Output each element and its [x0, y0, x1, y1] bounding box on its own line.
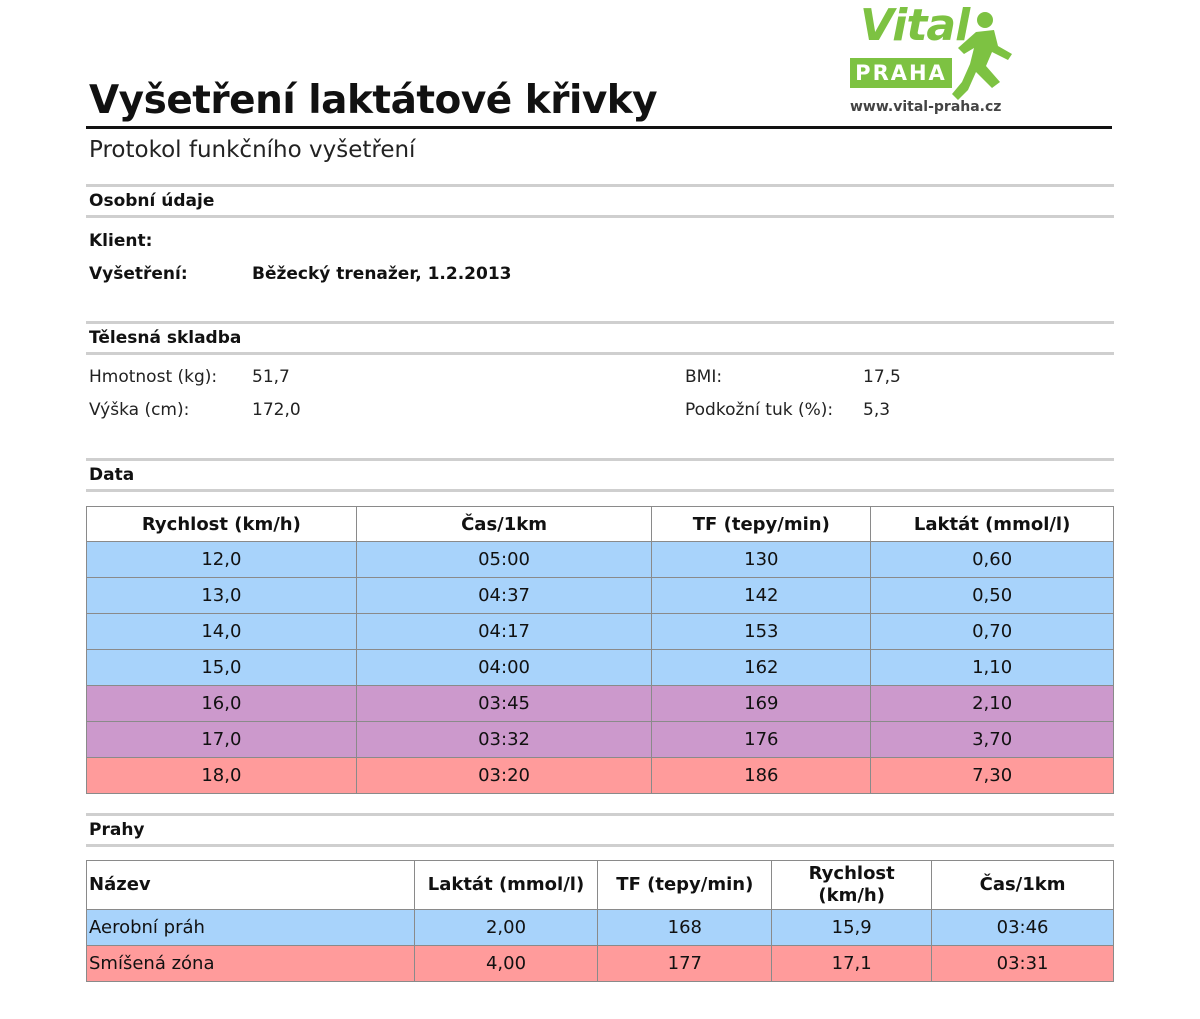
- heart-rate-cell: 142: [652, 578, 871, 614]
- speed-cell: 14,0: [87, 614, 357, 650]
- time-cell: 03:31: [932, 946, 1114, 982]
- lactate-cell: 3,70: [871, 722, 1114, 758]
- table-row: [87, 758, 1114, 794]
- section-thresholds-heading: Prahy: [89, 820, 145, 840]
- table-row: [87, 946, 1114, 982]
- data-header-row: [87, 507, 1114, 542]
- heart-rate-cell: 177: [598, 946, 772, 982]
- heart-rate-cell: 168: [598, 910, 772, 946]
- speed-cell: 13,0: [87, 578, 357, 614]
- thresholds-table: [86, 860, 1114, 982]
- speed-cell: 17,0: [87, 722, 357, 758]
- logo-url: www.vital-praha.cz: [850, 99, 1002, 115]
- threshold-name-cell: Aerobní práh: [87, 910, 415, 946]
- speed-cell: 15,0: [87, 650, 357, 686]
- client-label: Klient:: [89, 231, 153, 251]
- col-lactate: Laktát (mmol/l): [871, 507, 1114, 542]
- heart-rate-cell: 162: [652, 650, 871, 686]
- time-cell: 03:46: [932, 910, 1114, 946]
- speed-cell: 15,9: [772, 910, 932, 946]
- time-cell: 04:00: [356, 650, 652, 686]
- bmi-label: BMI:: [685, 367, 723, 387]
- speed-cell: 18,0: [87, 758, 357, 794]
- heart-rate-cell: 130: [652, 542, 871, 578]
- threshold-name-cell: Smíšená zóna: [87, 946, 415, 982]
- time-cell: 04:17: [356, 614, 652, 650]
- exam-value: Běžecký trenažer, 1.2.2013: [252, 264, 512, 284]
- page-subtitle: Protokol funkčního vyšetření: [89, 137, 416, 163]
- section-personal: [86, 184, 1114, 218]
- table-row: [87, 614, 1114, 650]
- height-label: Výška (cm):: [89, 400, 190, 420]
- section-body-composition: [86, 321, 1114, 355]
- col-speed: Rychlost (km/h): [87, 507, 357, 542]
- section-data-heading: Data: [89, 465, 135, 485]
- time-cell: 03:32: [356, 722, 652, 758]
- col-time: Čas/1km: [356, 507, 652, 542]
- table-row: [87, 686, 1114, 722]
- lactate-data-table: [86, 506, 1114, 794]
- bmi-value: 17,5: [863, 367, 901, 387]
- heart-rate-cell: 186: [652, 758, 871, 794]
- fat-value: 5,3: [863, 400, 891, 420]
- table-row: [87, 542, 1114, 578]
- page-title: Vyšetření laktátové křivky: [89, 78, 658, 123]
- logo-brand: Vital: [860, 0, 970, 51]
- height-value: 172,0: [252, 400, 301, 420]
- lactate-cell: 0,50: [871, 578, 1114, 614]
- heart-rate-cell: 176: [652, 722, 871, 758]
- fat-label: Podkožní tuk (%):: [685, 400, 834, 420]
- col-speed: Rychlost (km/h): [772, 861, 932, 910]
- speed-cell: 16,0: [87, 686, 357, 722]
- table-row: [87, 722, 1114, 758]
- time-cell: 05:00: [356, 542, 652, 578]
- section-personal-heading: Osobní údaje: [89, 191, 215, 211]
- section-thresholds: [86, 813, 1114, 847]
- speed-cell: 17,1: [772, 946, 932, 982]
- table-row: [87, 910, 1114, 946]
- logo-city: PRAHA: [850, 58, 952, 88]
- lactate-cell: 2,10: [871, 686, 1114, 722]
- col-time: Čas/1km: [932, 861, 1114, 910]
- lactate-cell: 7,30: [871, 758, 1114, 794]
- time-cell: 04:37: [356, 578, 652, 614]
- lactate-cell: 0,60: [871, 542, 1114, 578]
- table-row: [87, 650, 1114, 686]
- table-row: [87, 578, 1114, 614]
- speed-cell: 12,0: [87, 542, 357, 578]
- col-heart-rate: TF (tepy/min): [598, 861, 772, 910]
- col-name: Název: [87, 861, 415, 910]
- heart-rate-cell: 153: [652, 614, 871, 650]
- lactate-cell: 0,70: [871, 614, 1114, 650]
- thresholds-header-row: [87, 861, 1114, 910]
- title-divider: [86, 126, 1112, 129]
- exam-label: Vyšetření:: [89, 264, 188, 284]
- weight-label: Hmotnost (kg):: [89, 367, 218, 387]
- heart-rate-cell: 169: [652, 686, 871, 722]
- lactate-cell: 2,00: [414, 910, 598, 946]
- lactate-cell: 4,00: [414, 946, 598, 982]
- vital-praha-logo: [846, 0, 1016, 122]
- time-cell: 03:20: [356, 758, 652, 794]
- time-cell: 03:45: [356, 686, 652, 722]
- col-heart-rate: TF (tepy/min): [652, 507, 871, 542]
- section-body-heading: Tělesná skladba: [89, 328, 242, 348]
- lactate-cell: 1,10: [871, 650, 1114, 686]
- section-data: [86, 458, 1114, 492]
- col-lactate: Laktát (mmol/l): [414, 861, 598, 910]
- weight-value: 51,7: [252, 367, 290, 387]
